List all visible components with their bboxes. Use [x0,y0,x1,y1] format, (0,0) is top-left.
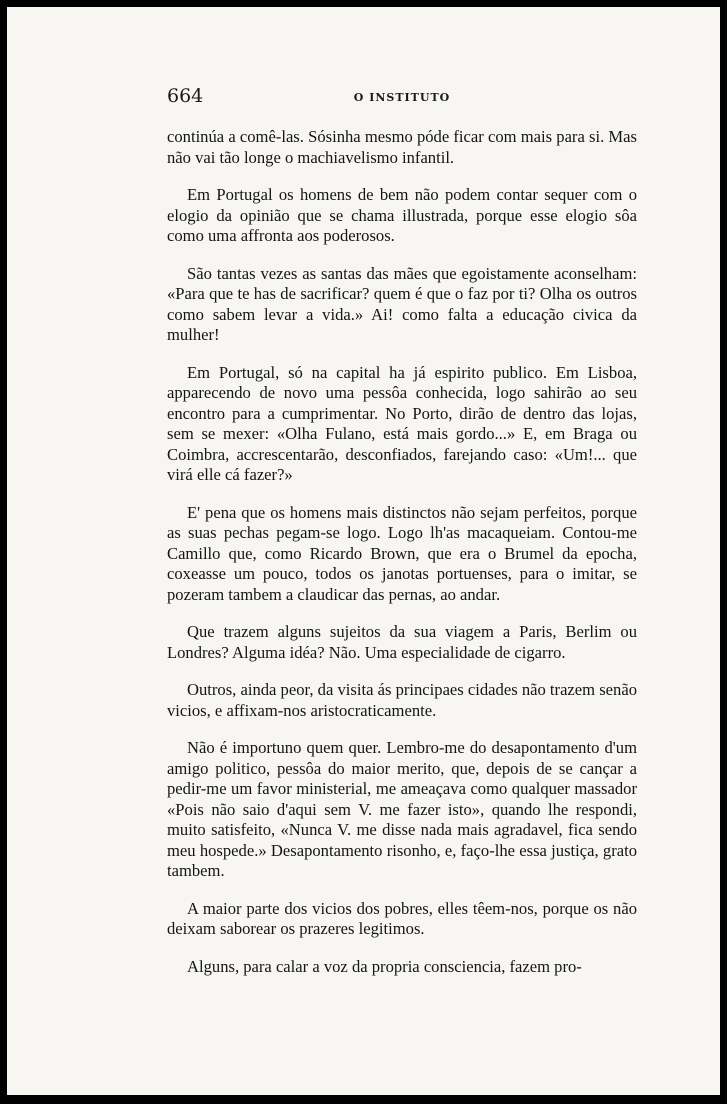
paragraph: Não é importuno quem quer. Lembro-me do desapontamento d'um amigo politico, pessôa do maior merito, que, depois de se cançar a pedir-me um favor ministerial, me ameaçava como qualquer massador «Pois não saio d'aqui sem V. me fazer isto», quando lhe respondi, muito satisfeito, «Nunca V. me disse nada mais agradavel, fica sendo meu hospede.» Desapontamento risonho, e, faço-lhe essa justiça, grato tambem. [167,738,637,880]
running-title: O INSTITUTO [353,91,451,104]
paragraph: continúa a comê-las. Sósinha mesmo póde ficar com mais para si. Mas não vai tão longe o machiavelismo infantil. [167,127,637,167]
paragraph: Em Portugal, só na capital ha já espirito publico. Em Lisboa, apparecendo de novo uma pessôa conhecida, logo sahirão ao seu encontro para a cumprimentar. No Porto, dirão de dentro das lojas, sem se mexer: «Olha Fulano, está mais gordo...» E, em Braga ou Coimbra, accrescentarão, desconfiados, farejando caso: «Um!... que virá elle cá fazer?» [167,362,637,484]
paragraph: São tantas vezes as santas das mães que egoistamente aconselham: «Para que te has de sacrificar? quem é que o faz por ti? Olha os outros como sabem levar a vida.» Ai! como falta a educação civica da mulher! [167,263,637,344]
paragraph: Que trazem alguns sujeitos da sua viagem a Paris, Berlim ou Londres? Alguma idéa? Não. Uma especialidade de cigarro. [167,622,637,662]
paragraph: Em Portugal os homens de bem não podem contar sequer com o elogio da opinião que se chama illustrada, porque esse elogio sôa como uma affronta aos poderosos. [167,185,637,245]
book-page [7,7,720,1095]
paragraph: Alguns, para calar a voz da propria consciencia, fazem pro- [187,956,582,976]
paragraph: E' pena que os homens mais distinctos não sejam perfeitos, porque as suas pechas pegam-se logo. Logo lh'as macaqueiam. Contou-me Camillo que, como Ricardo Brown, que era o Brumel da epocha, coxeasse um pouco, todos os janotas portuenses, para o imitar, se pozeram tambem a claudicar das pernas, ao andar. [167,502,637,604]
page-number: 664 [167,85,204,107]
page-header [167,85,637,109]
paragraph: A maior parte dos vicios dos pobres, elles têem-nos, porque os não deixam saborear os prazeres legitimos. [167,898,637,938]
paragraph: Outros, ainda peor, da visita ás principaes cidades não trazem senão vicios, e affixam-nos aristocraticamente. [167,680,637,720]
page-body [167,127,637,994]
